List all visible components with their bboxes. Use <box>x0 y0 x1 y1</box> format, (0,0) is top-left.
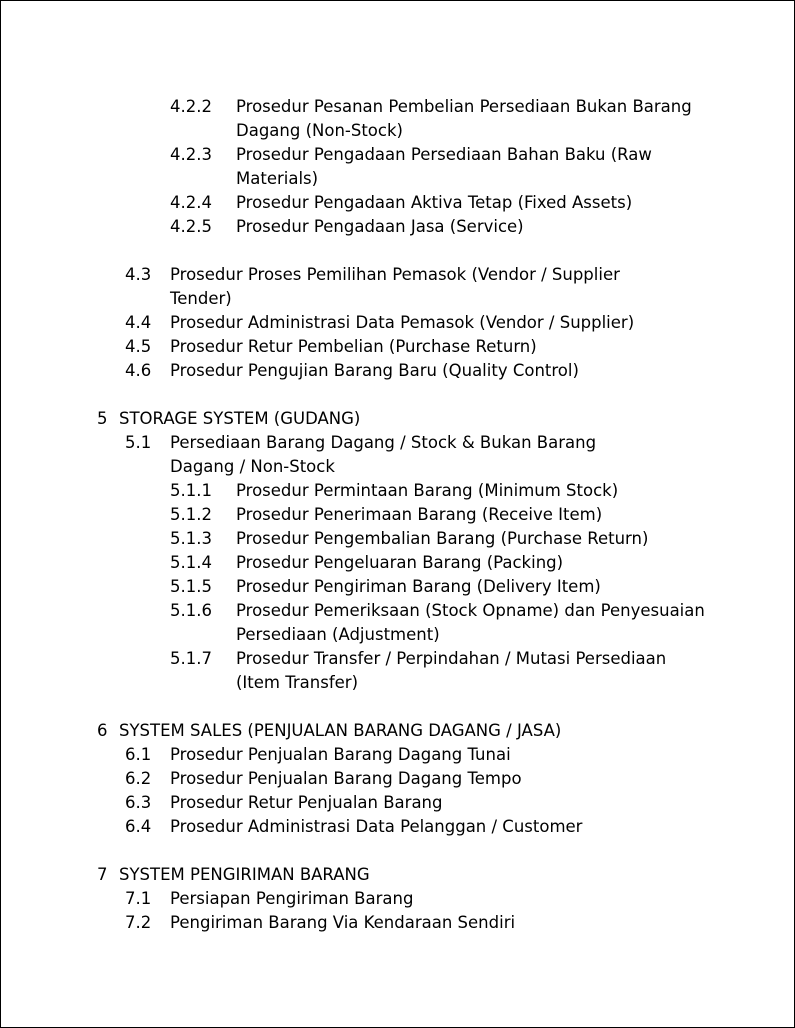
entry-text: Prosedur Proses Pemilihan Pemasok (Vendor / Supplier Tender) <box>170 265 620 308</box>
section-number: 7 <box>97 865 108 884</box>
section-title: STORAGE SYSTEM (GUDANG) <box>119 409 361 428</box>
entry-text: Prosedur Pesanan Pembelian Persediaan Bukan Barang Dagang (Non-Stock) <box>236 97 692 140</box>
entry-number: 6.2 <box>125 769 152 788</box>
entry-number: 5.1.6 <box>170 601 212 620</box>
entry-number: 4.2.4 <box>170 193 212 212</box>
table-of-contents <box>1 95 794 935</box>
toc-entry-6-1 <box>1 743 794 767</box>
entry-number: 4.6 <box>125 361 152 380</box>
entry-number: 7.1 <box>125 889 152 908</box>
entry-number: 4.3 <box>125 265 152 284</box>
entry-text: Prosedur Penerimaan Barang (Receive Item) <box>236 505 603 524</box>
entry-text: Prosedur Permintaan Barang (Minimum Stock) <box>236 481 619 500</box>
entry-text: Prosedur Administrasi Data Pemasok (Vendor / Supplier) <box>170 313 635 332</box>
toc-entry-5-1-2 <box>1 503 794 527</box>
section-heading-7 <box>1 863 794 887</box>
toc-entry-4-2-3 <box>1 143 794 191</box>
toc-entry-5-1-4 <box>1 551 794 575</box>
toc-entry-5-1-6 <box>1 599 794 647</box>
entry-number: 4.2.2 <box>170 97 212 116</box>
toc-entry-5-1 <box>1 431 794 479</box>
toc-entry-4-6 <box>1 359 794 383</box>
toc-entry-7-2 <box>1 911 794 935</box>
toc-entry-7-1 <box>1 887 794 911</box>
toc-entry-5-1-3 <box>1 527 794 551</box>
entry-text: Persiapan Pengiriman Barang <box>170 889 414 908</box>
entry-text: Prosedur Administrasi Data Pelanggan / Customer <box>170 817 583 836</box>
toc-entry-6-4 <box>1 815 794 839</box>
entry-number: 4.2.3 <box>170 145 212 164</box>
entry-text: Prosedur Pengeluaran Barang (Packing) <box>236 553 564 572</box>
entry-number: 7.2 <box>125 913 152 932</box>
entry-text: Prosedur Pengadaan Jasa (Service) <box>236 217 524 236</box>
entry-number: 5.1.3 <box>170 529 212 548</box>
toc-entry-4-3 <box>1 263 794 311</box>
section-title: SYSTEM SALES (PENJUALAN BARANG DAGANG / JASA) <box>119 721 562 740</box>
entry-text: Prosedur Retur Pembelian (Purchase Return) <box>170 337 537 356</box>
section-number: 5 <box>97 409 108 428</box>
entry-text: Prosedur Pengembalian Barang (Purchase Return) <box>236 529 649 548</box>
entry-text: Prosedur Pengujian Barang Baru (Quality Control) <box>170 361 579 380</box>
toc-entry-5-1-5 <box>1 575 794 599</box>
entry-text: Pengiriman Barang Via Kendaraan Sendiri <box>170 913 516 932</box>
toc-entry-6-2 <box>1 767 794 791</box>
toc-entry-5-1-1 <box>1 479 794 503</box>
entry-number: 4.4 <box>125 313 152 332</box>
entry-number: 6.1 <box>125 745 152 764</box>
section-title: SYSTEM PENGIRIMAN BARANG <box>119 865 370 884</box>
entry-text: Prosedur Pengadaan Persediaan Bahan Baku (Raw Materials) <box>236 145 652 188</box>
entry-number: 5.1.2 <box>170 505 212 524</box>
entry-number: 5.1 <box>125 433 152 452</box>
section-number: 6 <box>97 721 108 740</box>
entry-text: Prosedur Transfer / Perpindahan / Mutasi Persediaan (Item Transfer) <box>236 649 667 692</box>
toc-entry-4-4 <box>1 311 794 335</box>
entry-number: 4.5 <box>125 337 152 356</box>
section-heading-6 <box>1 719 794 743</box>
entry-text: Prosedur Penjualan Barang Dagang Tempo <box>170 769 522 788</box>
entry-text: Prosedur Penjualan Barang Dagang Tunai <box>170 745 511 764</box>
entry-text: Prosedur Retur Penjualan Barang <box>170 793 443 812</box>
section-heading-5 <box>1 407 794 431</box>
entry-text: Prosedur Pengadaan Aktiva Tetap (Fixed Assets) <box>236 193 633 212</box>
toc-entry-4-5 <box>1 335 794 359</box>
entry-number: 4.2.5 <box>170 217 212 236</box>
toc-entry-5-1-7 <box>1 647 794 695</box>
toc-entry-4-2-4 <box>1 191 794 215</box>
entry-number: 6.4 <box>125 817 152 836</box>
entry-number: 6.3 <box>125 793 152 812</box>
entry-text: Prosedur Pemeriksaan (Stock Opname) dan Penyesuaian Persediaan (Adjustment) <box>236 601 705 644</box>
entry-number: 5.1.1 <box>170 481 212 500</box>
toc-entry-6-3 <box>1 791 794 815</box>
entry-text: Persediaan Barang Dagang / Stock & Bukan Barang Dagang / Non-Stock <box>170 433 597 476</box>
entry-number: 5.1.4 <box>170 553 212 572</box>
entry-number: 5.1.7 <box>170 649 212 668</box>
entry-number: 5.1.5 <box>170 577 212 596</box>
toc-entry-4-2-2 <box>1 95 794 143</box>
toc-entry-4-2-5 <box>1 215 794 239</box>
entry-text: Prosedur Pengiriman Barang (Delivery Item) <box>236 577 601 596</box>
